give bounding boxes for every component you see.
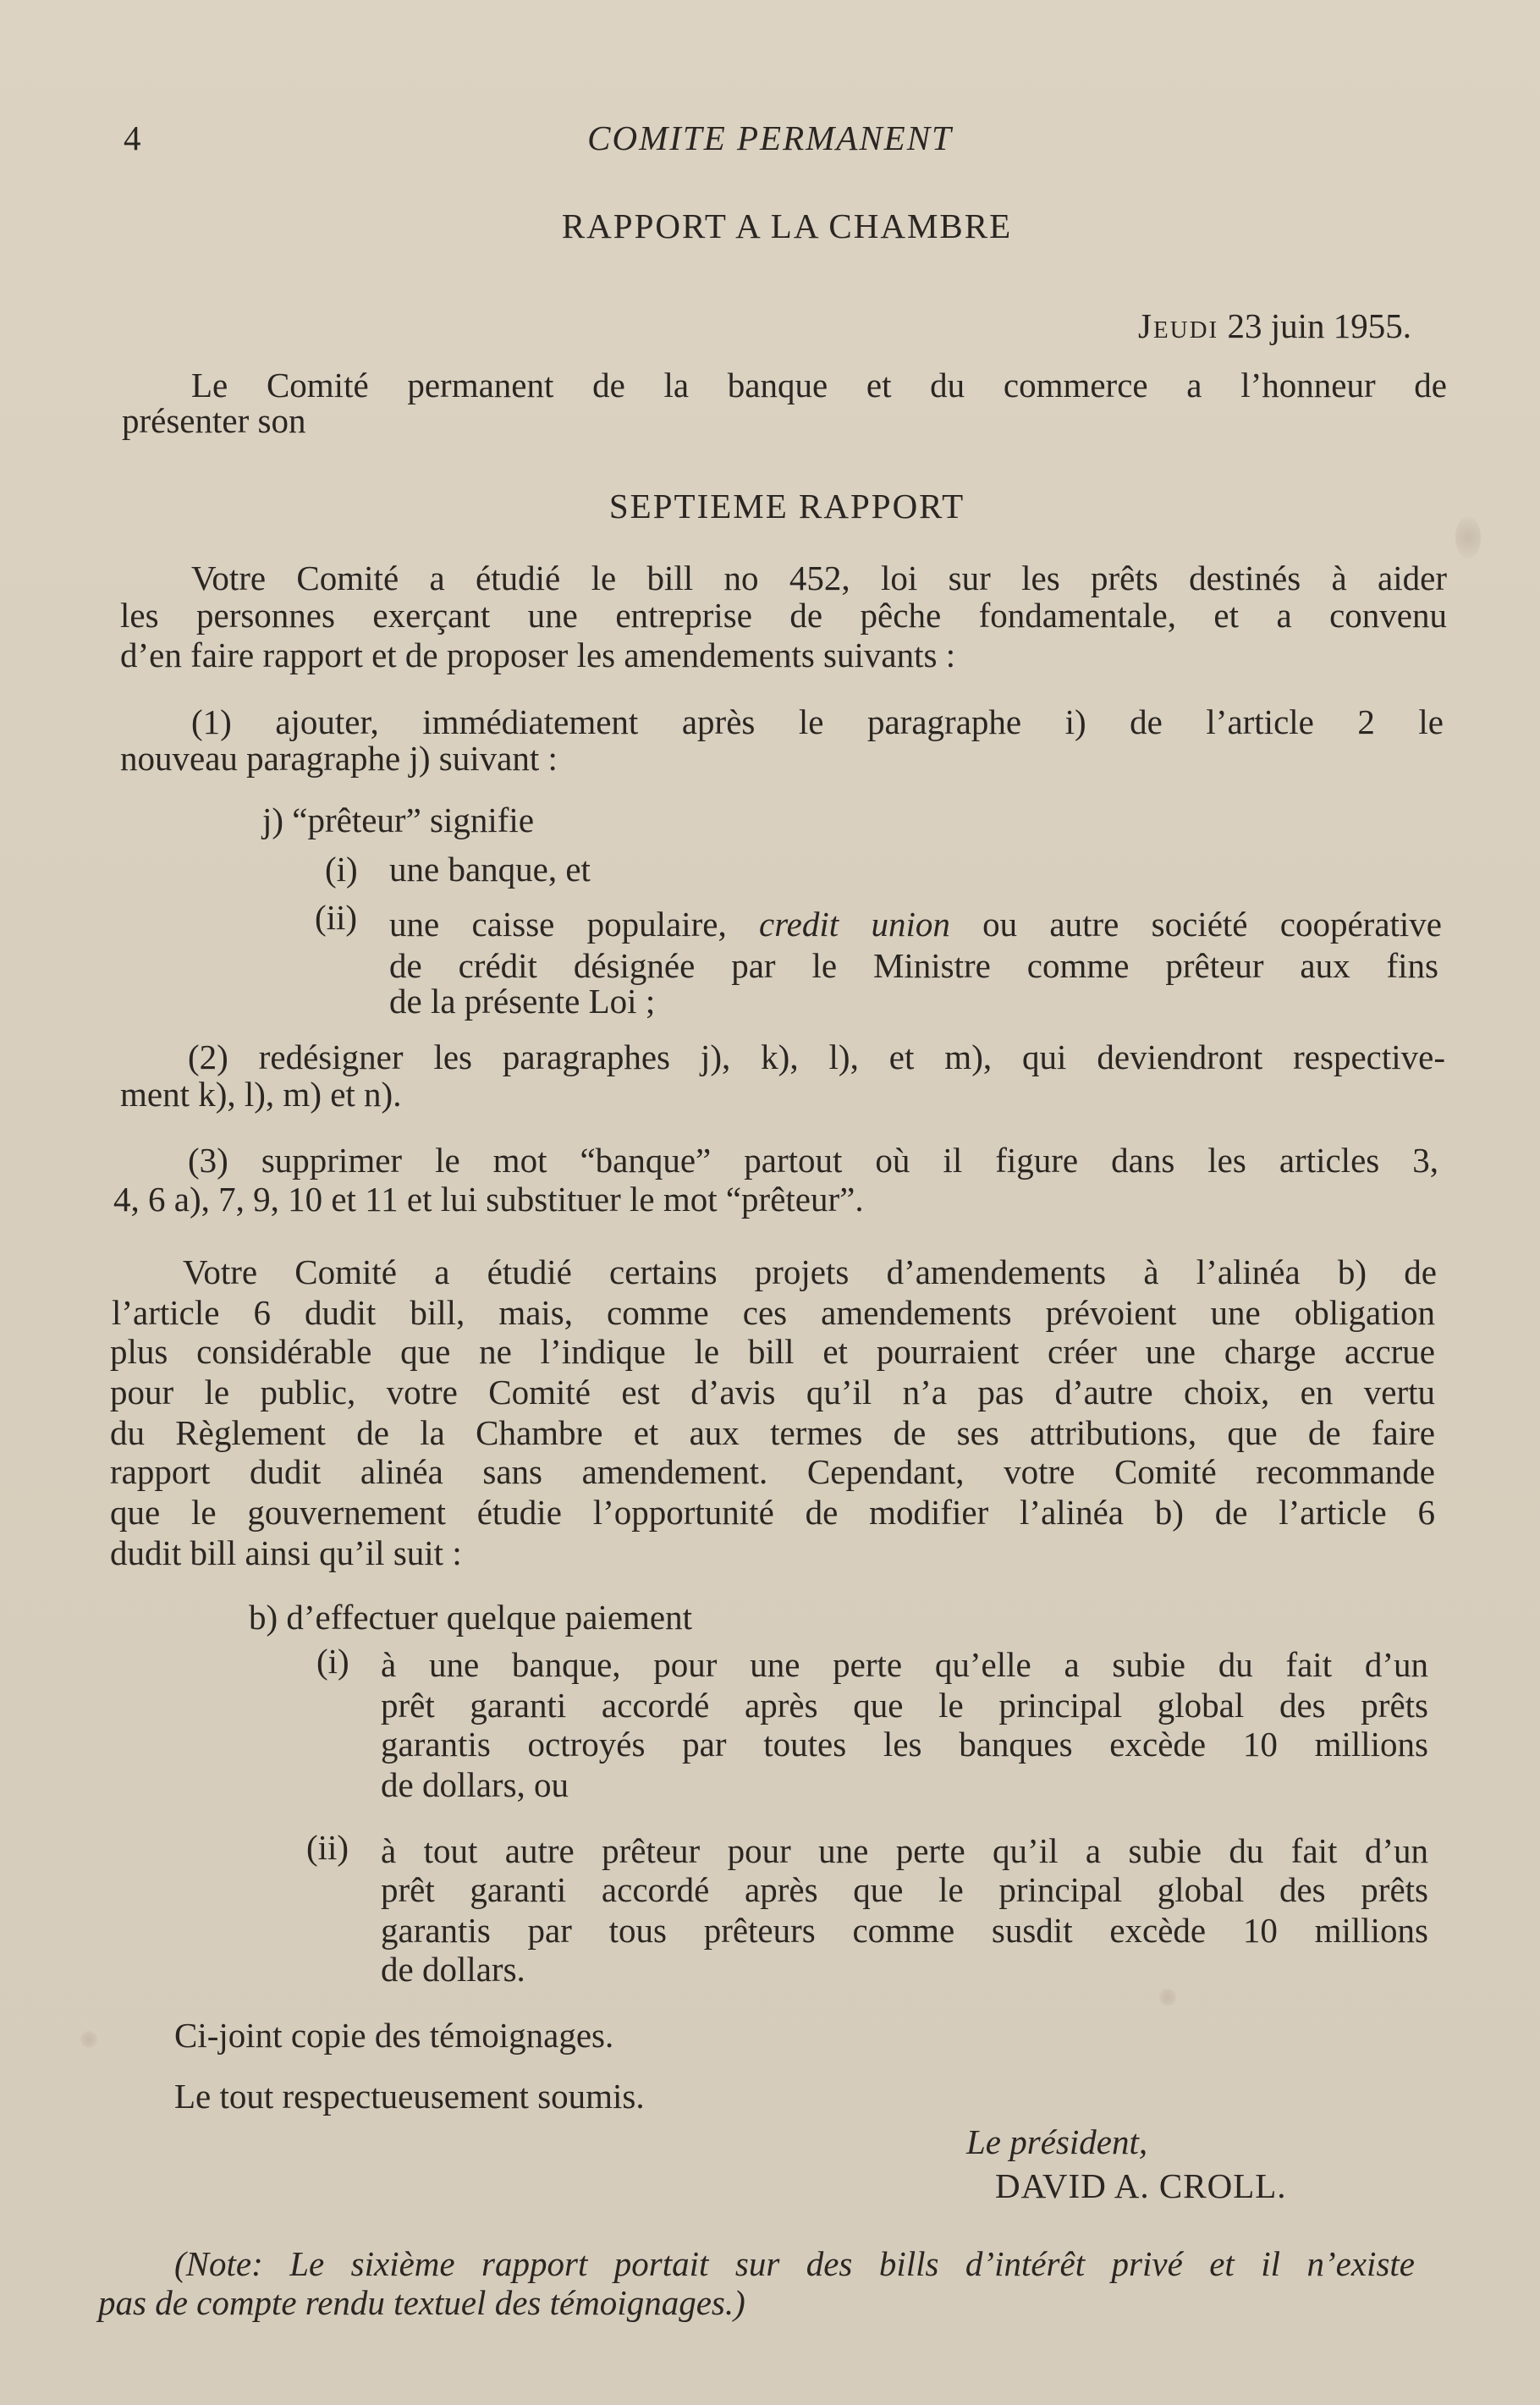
running-title: COMITE PERMANENT xyxy=(587,118,953,157)
para2-line: plus considérable que ne l’indique le bill et pourraient créer une charge accrue xyxy=(110,1332,1435,1371)
proposal-item-label: (i) xyxy=(316,1642,349,1681)
proposal-item-text: à tout autre prêteur pour une perte qu’il a subie du fait d’un xyxy=(381,1831,1428,1870)
para2-line: du Règlement de la Chambre et aux termes de ses attributions, que de faire xyxy=(110,1413,1435,1452)
proposal-item-text: garantis octroyés par toutes les banques excède 10 millions xyxy=(381,1725,1428,1764)
para2-line: dudit bill ainsi qu’il suit : xyxy=(110,1533,462,1572)
running-head xyxy=(0,118,1540,158)
proposal-head: b) d’effectuer quelque paiement xyxy=(249,1598,693,1637)
paper-stain xyxy=(1159,1989,1176,2006)
amendment1-line: (1) ajouter, immédiatement après le paragraphe i) de l’article 2 le xyxy=(191,702,1444,741)
definition-item-text: de crédit désignée par le Ministre comme prêteur aux fins xyxy=(389,946,1438,985)
intro-line: présenter son xyxy=(122,401,306,440)
para1-line: Votre Comité a étudié le bill no 452, loi sur les prêts destinés à aider xyxy=(191,559,1447,597)
amendment3-line: (3) supprimer le mot “banque” partout où il figure dans les articles 3, xyxy=(188,1141,1438,1180)
signature-title: Le président, xyxy=(966,2122,1148,2161)
page-number: 4 xyxy=(124,118,141,157)
note-line: (Note: Le sixième rapport portait sur des bills d’intérêt privé et il n’existe xyxy=(174,2244,1415,2283)
paper-stain xyxy=(80,2031,97,2048)
definition-head: j) “prêteur” signifie xyxy=(262,801,535,839)
para1-line: les personnes exerçant une entreprise de pêche fondamentale, et a convenu xyxy=(120,596,1447,635)
closing-line: Le tout respectueusement soumis. xyxy=(174,2077,645,2116)
para2-line: pour le public, votre Comité est d’avis qu’il n’a pas d’autre choix, en vertu xyxy=(110,1373,1435,1412)
intro-line: Le Comité permanent de la banque et du commerce a l’honneur de xyxy=(191,366,1447,405)
section-heading: SEPTIEME RAPPORT xyxy=(608,487,965,526)
proposal-item-text: de dollars, ou xyxy=(381,1765,569,1804)
proposal-item-label: (ii) xyxy=(306,1828,349,1867)
para2-line: l’article 6 dudit bill, mais, comme ces amendements prévoient une obligation xyxy=(112,1293,1435,1332)
proposal-item-text: de dollars. xyxy=(381,1950,525,1989)
signature-name: DAVID A. CROLL. xyxy=(995,2166,1287,2205)
date-weekday: Jeudi xyxy=(1137,306,1219,345)
proposal-item-text: garantis par tous prêteurs comme susdit excède 10 millions xyxy=(381,1911,1428,1950)
report-date xyxy=(1138,306,1411,346)
para2-line: Votre Comité a étudié certains projets d’amendements à l’alinéa b) de xyxy=(183,1252,1437,1291)
para1-line: d’en faire rapport et de proposer les amendements suivants : xyxy=(120,636,956,674)
date-rest: 23 juin 1955. xyxy=(1227,306,1411,345)
amendment2-line: (2) redésigner les paragraphes j), k), l), et m), qui deviendront respective- xyxy=(188,1037,1445,1076)
definition-item-label: (i) xyxy=(325,850,358,889)
note-line: pas de compte rendu textuel des témoignages.) xyxy=(98,2283,745,2322)
definition-item-text: une caisse populaire, credit union ou autre société coopérative xyxy=(389,905,1442,944)
report-heading: RAPPORT A LA CHAMBRE xyxy=(561,206,1013,245)
proposal-item-text: prêt garanti accordé après que le principal global des prêts xyxy=(381,1686,1428,1725)
amendment1-line: nouveau paragraphe j) suivant : xyxy=(120,739,558,778)
definition-item-label: (ii) xyxy=(315,898,358,937)
definition-item-text: de la présente Loi ; xyxy=(389,982,656,1021)
para2-line: que le gouvernement étudie l’opportunité de modifier l’alinéa b) de l’article 6 xyxy=(110,1493,1435,1532)
amendment2-line: ment k), l), m) et n). xyxy=(120,1075,402,1114)
proposal-item-text: à une banque, pour une perte qu’elle a subie du fait d’un xyxy=(381,1645,1428,1684)
closing-line: Ci-joint copie des témoignages. xyxy=(174,2016,614,2055)
amendment3-line: 4, 6 a), 7, 9, 10 et 11 et lui substituer le mot “prêteur”. xyxy=(113,1180,864,1219)
proposal-item-text: prêt garanti accordé après que le principal global des prêts xyxy=(381,1870,1428,1909)
para2-line: rapport dudit alinéa sans amendement. Cependant, votre Comité recommande xyxy=(110,1452,1435,1491)
definition-item-text: une banque, et xyxy=(389,850,591,889)
